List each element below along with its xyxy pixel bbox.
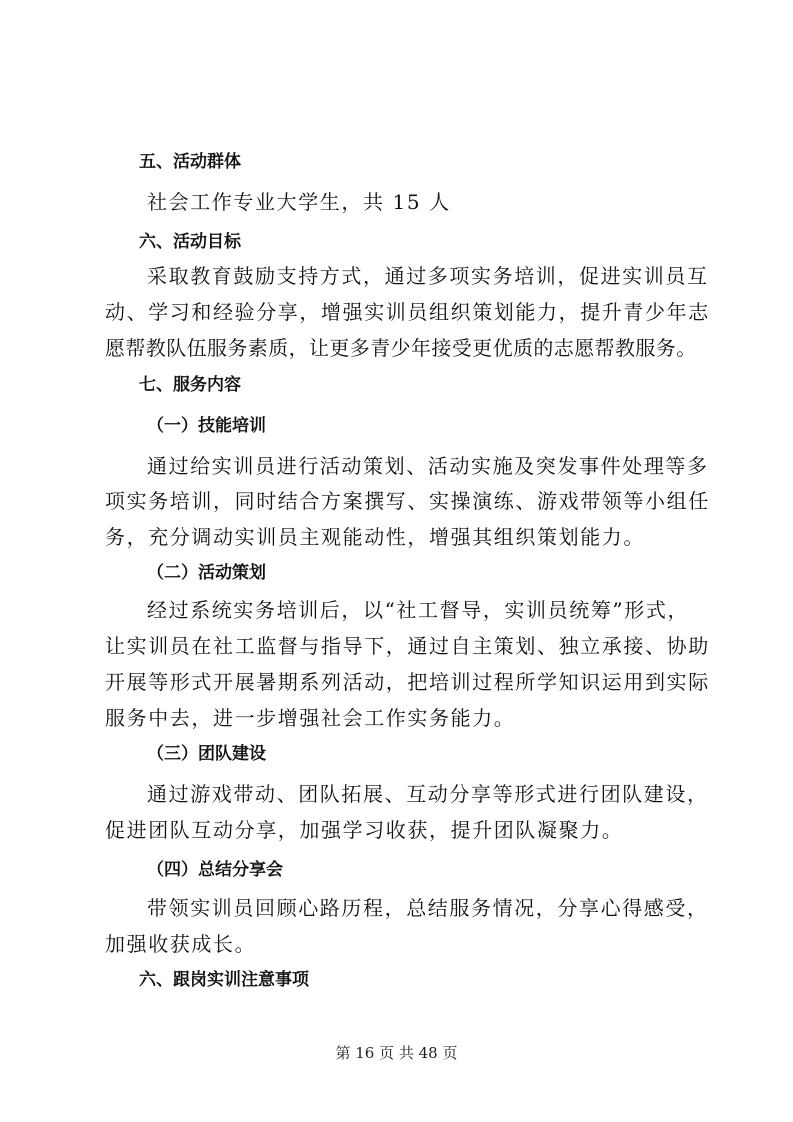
paragraph-line: 服务中去，进一步增强社会工作实务能力。	[105, 706, 516, 730]
paragraph-line: 带领实训员回顾心路历程，总结服务情况，分享心得感受，	[147, 896, 709, 920]
subsection-heading: （三）团队建设	[147, 744, 266, 764]
paragraph-line: 经过系统实务培训后，以“社工督导，实训员统筹”形式，	[147, 598, 690, 622]
paragraph-line: 通过游戏带动、团队拓展、互动分享等形式进行团队建设，	[147, 782, 709, 806]
paragraph-line: 动、学习和经验分享，增强实训员组织策划能力，提升青少年志	[105, 300, 710, 324]
section-heading: 五、活动群体	[139, 152, 241, 172]
paragraph-line: 促进团队互动分享，加强学习收获，提升团队凝聚力。	[105, 818, 624, 842]
page-footer: 第 16 页 共 48 页	[335, 1044, 458, 1062]
paragraph-line: 让实训员在社工监督与指导下，通过自主策划、独立承接、协助	[105, 634, 710, 658]
subsection-heading: （二）活动策划	[147, 563, 266, 583]
paragraph-line: 通过给实训员进行活动策划、活动实施及突发事件处理等多	[147, 454, 709, 478]
paragraph-line: 愿帮教队伍服务素质，让更多青少年接受更优质的志愿帮教服务。	[105, 336, 697, 360]
paragraph-line: 加强收获成长。	[105, 932, 257, 956]
paragraph-line: 采取教育鼓励支持方式，通过多项实务培训，促进实训员互	[147, 264, 709, 288]
paragraph-line: 项实务培训，同时结合方案撰写、实操演练、游戏带领等小组任	[105, 489, 710, 513]
section-heading: 七、服务内容	[139, 375, 241, 395]
section-heading: 六、活动目标	[139, 232, 241, 252]
paragraph-line: 社会工作专业大学生，共 15 人	[147, 190, 451, 214]
paragraph-line: 务，充分调动实训员主观能动性，增强其组织策划能力。	[105, 525, 645, 549]
paragraph-line: 开展等形式开展暑期系列活动，把培训过程所学知识运用到实际	[105, 670, 710, 694]
section-heading: 六、跟岗实训注意事项	[139, 970, 309, 990]
subsection-heading: （四）总结分享会	[147, 860, 283, 880]
subsection-heading: （一）技能培训	[147, 416, 266, 436]
